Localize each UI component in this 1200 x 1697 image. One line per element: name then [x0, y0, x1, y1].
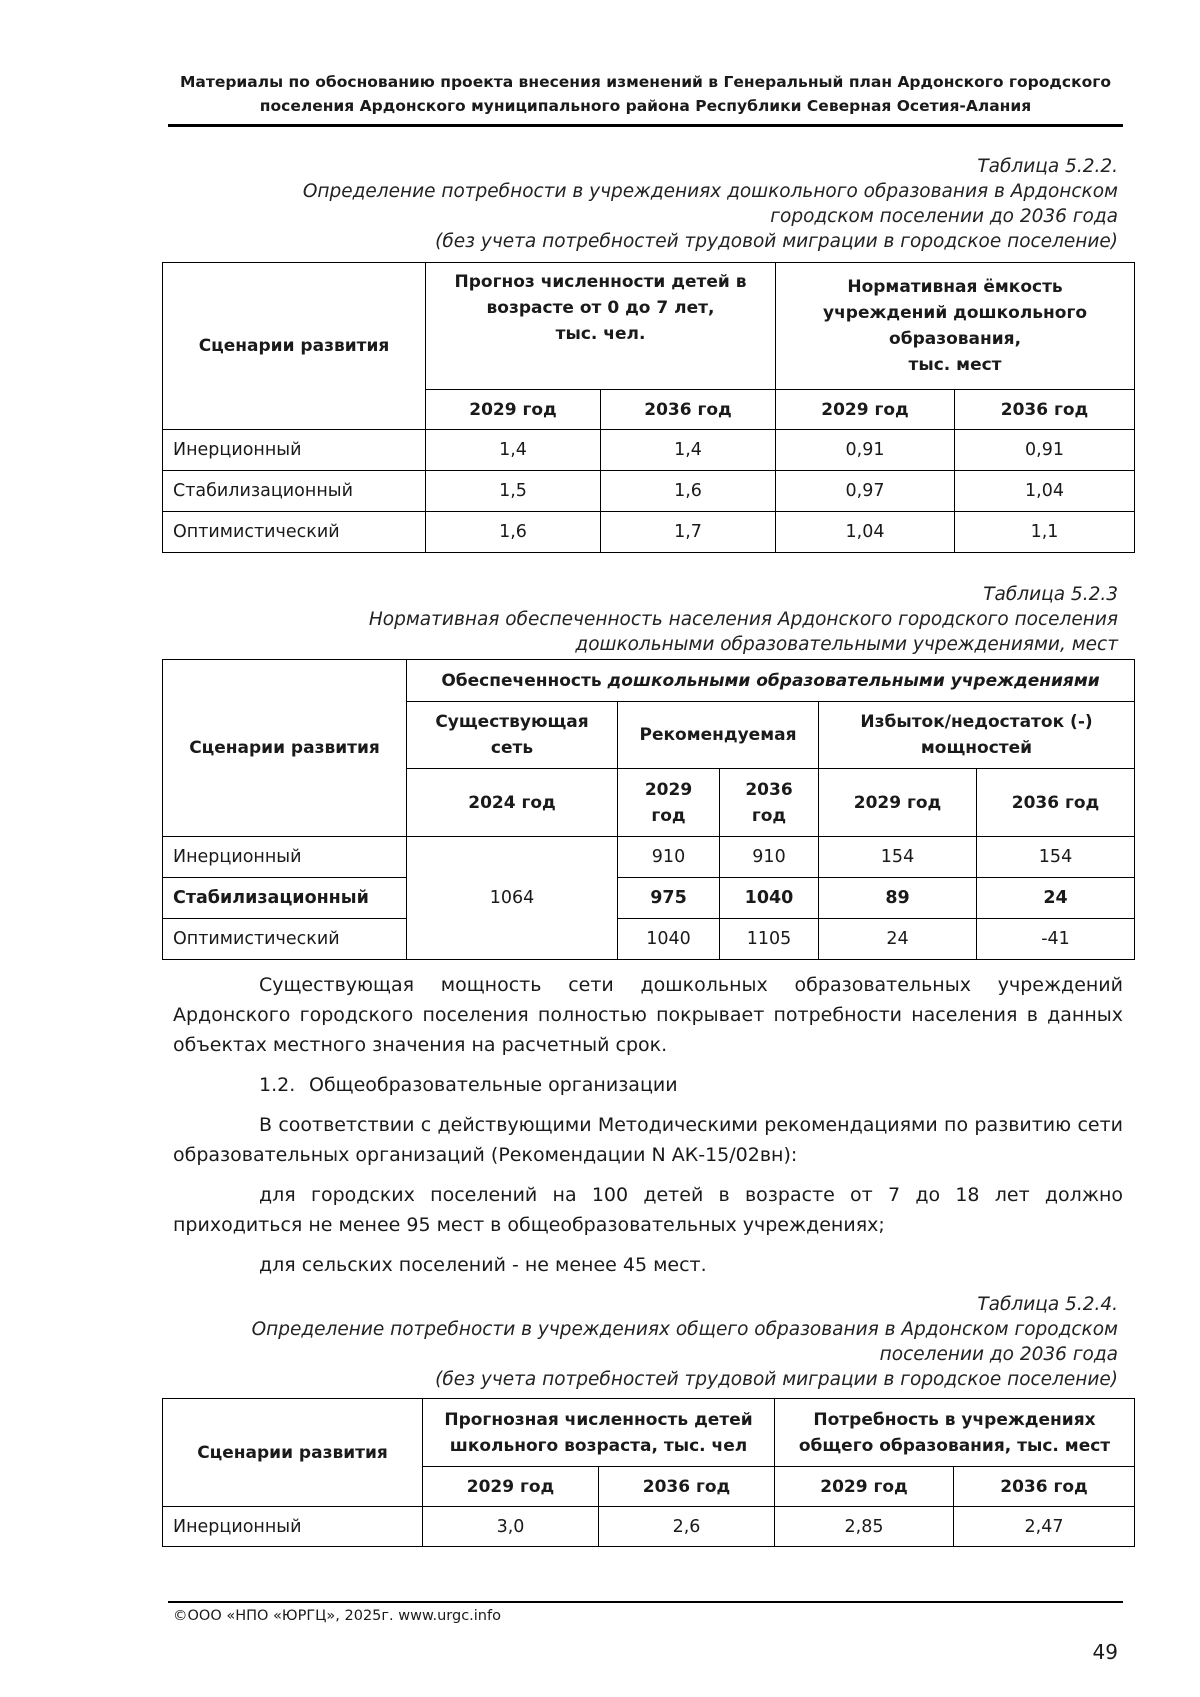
table2-year-header: 2036 год [977, 769, 1135, 837]
header-text: Существующая [435, 712, 589, 732]
header-text: 2036 [745, 779, 793, 800]
table1-header-scenarios: Сценарии развития [163, 263, 426, 430]
table3-year-header: 2029 год [775, 1467, 954, 1507]
page-number: 49 [1092, 1640, 1118, 1664]
cell: 1,1 [955, 512, 1135, 553]
table2-caption [369, 582, 1118, 657]
table1-title-line: (без учета потребностей трудовой миграции в городское поселение) [435, 231, 1118, 252]
header-text: Прогнозная численность детей [444, 1409, 753, 1430]
cell: 3,0 [423, 1507, 599, 1547]
cell: -41 [977, 919, 1135, 960]
cell: 24 [977, 878, 1135, 919]
table3-header-scenarios: Сценарии развития [163, 1399, 423, 1507]
paragraph [173, 1110, 1123, 1170]
table3-year-header: 2036 год [954, 1467, 1135, 1507]
cell: 154 [977, 837, 1135, 878]
header-text: год [651, 805, 686, 826]
footer-copyright: ©ООО «НПО «ЮРГЦ», 2025г. www.urgc.info [173, 1608, 501, 1624]
header-line-2: поселения Ардонского муниципального района Республики Северная Осетия-Алания [259, 97, 1032, 115]
table2-year-header: 2029 год [819, 769, 977, 837]
cell: 1,4 [426, 430, 601, 471]
table2-header-balance [819, 702, 1135, 769]
cell: 24 [819, 919, 977, 960]
cell: 1,7 [601, 512, 776, 553]
paragraph-text: для городских поселений на 100 детей в возрасте от 7 до 18 лет должно приходиться не менее 95 мест в общеобразовательных учреждениях; [173, 1184, 1123, 1236]
header-text: учреждений дошкольного [823, 303, 1088, 323]
table3-year-header: 2029 год [423, 1467, 599, 1507]
table2-year-header [720, 769, 819, 837]
cell: 910 [720, 837, 819, 878]
header-text: сеть [490, 738, 534, 758]
header-text: мощностей [920, 738, 1033, 758]
header-text: Избыток/недостаток (-) [860, 712, 1093, 732]
cell: 2,47 [954, 1507, 1135, 1547]
table2-title-line: Нормативная обеспеченность населения Ардонского городского поселения [368, 609, 1118, 630]
table2 [162, 659, 1135, 960]
table1-header-forecast [426, 263, 776, 390]
table3-title-line: поселении до 2036 года [879, 1344, 1118, 1365]
cell: 2,6 [599, 1507, 775, 1547]
header-text: тыс. чел. [555, 324, 646, 344]
existing-network-cell: 1064 [407, 837, 618, 960]
table1-year-header: 2029 год [776, 390, 955, 430]
header-text: 2029 [644, 779, 693, 800]
cell: 154 [819, 837, 977, 878]
table2-header-recommended: Рекомендуемая [618, 702, 819, 769]
row-label: Инерционный [163, 430, 426, 471]
table1-title-line: городском поселении до 2036 года [770, 206, 1118, 227]
header-line-1: Материалы по обоснованию проекта внесения изменений в Генеральный план Ардонского городского [179, 73, 1112, 91]
paragraph [173, 1250, 1123, 1280]
footer-divider [168, 1601, 1123, 1603]
table1-caption [303, 154, 1118, 254]
header-text: общего образования, тыс. мест [798, 1435, 1111, 1456]
table3-title-line: (без учета потребностей трудовой миграции в городское поселение) [435, 1369, 1118, 1390]
table2-header-existing [407, 702, 618, 769]
table1-header-capacity [776, 263, 1135, 390]
cell: 1,6 [426, 512, 601, 553]
paragraph [173, 970, 1123, 1060]
table-row [163, 837, 1135, 878]
section-heading [259, 1070, 678, 1100]
cell: 1105 [720, 919, 819, 960]
table2-header-scenarios: Сценарии развития [163, 660, 407, 837]
cell: 975 [618, 878, 720, 919]
table2-number: Таблица 5.2.3 [983, 584, 1118, 605]
table3-year-header: 2036 год [599, 1467, 775, 1507]
table3-number: Таблица 5.2.4. [977, 1294, 1118, 1315]
table3-caption [252, 1292, 1118, 1392]
table2-year-header [618, 769, 720, 837]
header-divider [168, 124, 1123, 127]
header-text: тыс. мест [908, 355, 1002, 375]
row-label: Оптимистический [163, 512, 426, 553]
table2-year-header: 2024 год [407, 769, 618, 837]
cell: 1,4 [601, 430, 776, 471]
row-label: Стабилизационный [163, 878, 407, 919]
header-text: школьного возраста, тыс. чел [449, 1435, 748, 1456]
table1-number: Таблица 5.2.2. [977, 156, 1118, 177]
table1 [162, 262, 1135, 553]
header-text: образования, [889, 329, 1022, 349]
cell: 1,5 [426, 471, 601, 512]
table-row [163, 878, 1135, 919]
cell: 1,6 [601, 471, 776, 512]
header-text: Обеспеченность [441, 670, 608, 691]
cell: 1,04 [955, 471, 1135, 512]
cell: 0,97 [776, 471, 955, 512]
table1-year-header: 2036 год [955, 390, 1135, 430]
header-text: год [751, 805, 787, 826]
header-text: Потребность в учреждениях [813, 1409, 1096, 1430]
table3-header-forecast [423, 1399, 775, 1467]
paragraph-text: для сельских поселений - не менее 45 мест. [259, 1254, 707, 1276]
cell: 1,04 [776, 512, 955, 553]
table-row [163, 1507, 1135, 1547]
row-label: Оптимистический [163, 919, 407, 960]
header-text: возрасте от 0 до 7 лет, [486, 298, 715, 318]
table3-header-need [775, 1399, 1135, 1467]
table-row [163, 471, 1135, 512]
cell: 1040 [618, 919, 720, 960]
cell: 2,85 [775, 1507, 954, 1547]
table1-year-header: 2036 год [601, 390, 776, 430]
paragraph-text: В соответствии с действующими Методическими рекомендациями по развитию сети образовательных организаций (Рекомендации N АК-15/02вн): [173, 1114, 1123, 1166]
paragraph [173, 1180, 1123, 1240]
row-label: Инерционный [163, 1507, 423, 1547]
header-text-italic: дошкольными образовательными учреждениями [607, 670, 1100, 691]
header-text: Прогноз численности детей в [454, 272, 747, 292]
table3-title-line: Определение потребности в учреждениях общего образования в Ардонском городском [251, 1319, 1118, 1340]
table1-title-line: Определение потребности в учреждениях дошкольного образования в Ардонском [302, 181, 1118, 202]
table-row [163, 430, 1135, 471]
cell: 910 [618, 837, 720, 878]
paragraph-text: Существующая мощность сети дошкольных образовательных учреждений Ардонского городского поселения полностью покрывает потребности населения в данных объектах местного значения на расчетный срок. [173, 974, 1123, 1056]
table-row [163, 919, 1135, 960]
document-header [168, 70, 1123, 118]
table-row [163, 512, 1135, 553]
section-title: Общеобразовательные организации [309, 1074, 678, 1096]
table2-header-group [407, 660, 1135, 702]
cell: 1040 [720, 878, 819, 919]
row-label: Инерционный [163, 837, 407, 878]
section-number: 1.2. [259, 1074, 296, 1096]
cell: 89 [819, 878, 977, 919]
cell: 0,91 [776, 430, 955, 471]
table3 [162, 1398, 1135, 1547]
row-label: Стабилизационный [163, 471, 426, 512]
header-text: Нормативная ёмкость [847, 277, 1063, 297]
table1-year-header: 2029 год [426, 390, 601, 430]
cell: 0,91 [955, 430, 1135, 471]
table2-title-line: дошкольными образовательными учреждениями, мест [575, 634, 1118, 655]
